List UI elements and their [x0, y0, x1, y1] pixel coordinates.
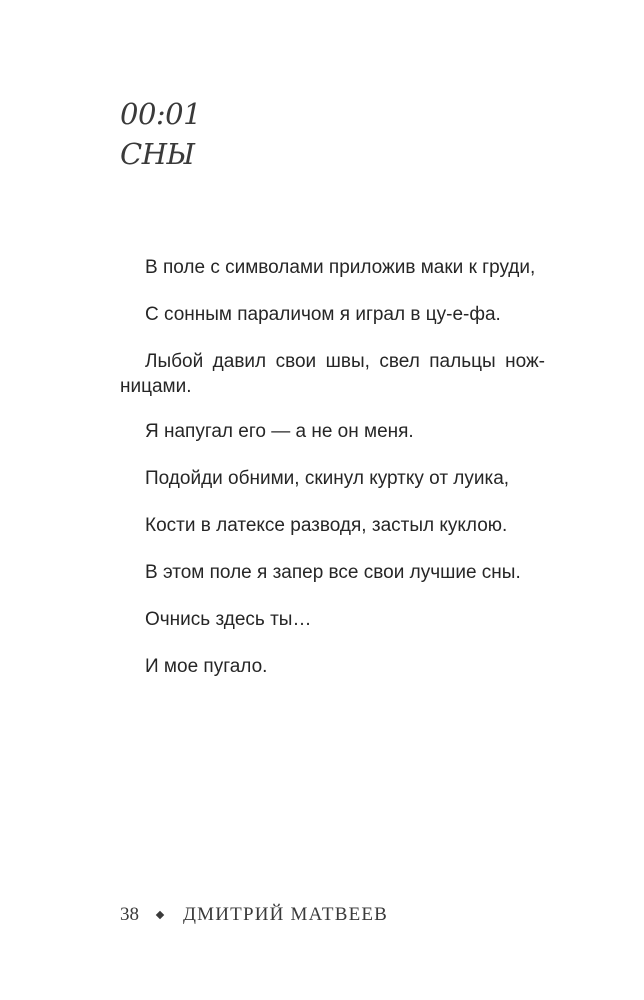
- poem-body: [120, 255, 545, 701]
- poem-line: И мое пугало.: [145, 656, 268, 677]
- poem-line: Я напугал его — а не он меня.: [145, 421, 414, 442]
- page-number: 38: [120, 904, 139, 925]
- poem-line: В этом поле я запер все свои лучшие сны.: [145, 562, 521, 583]
- poem-line: Подойди обними, скинул куртку от луика,: [145, 468, 510, 489]
- poem-line: Очнись здесь ты…: [145, 609, 312, 630]
- chapter-heading: [120, 94, 201, 174]
- chapter-title: СНЫ: [120, 137, 195, 171]
- poem-line: В поле с символами приложив маки к груди,: [145, 257, 536, 278]
- chapter-time: 00:01: [120, 97, 202, 131]
- poem-line: С сонным параличом я играл в цу-е-фа.: [145, 304, 501, 325]
- poem-line: Лыбой давил свои швы, свел пальцы ножницами.: [120, 351, 545, 397]
- page-footer: [120, 903, 388, 927]
- poem-line: Кости в латексе разводя, застыл куклою.: [145, 515, 508, 536]
- author-name: ДМИТРИЙ МАТВЕЕВ: [183, 904, 389, 925]
- diamond-separator-icon: [156, 911, 164, 919]
